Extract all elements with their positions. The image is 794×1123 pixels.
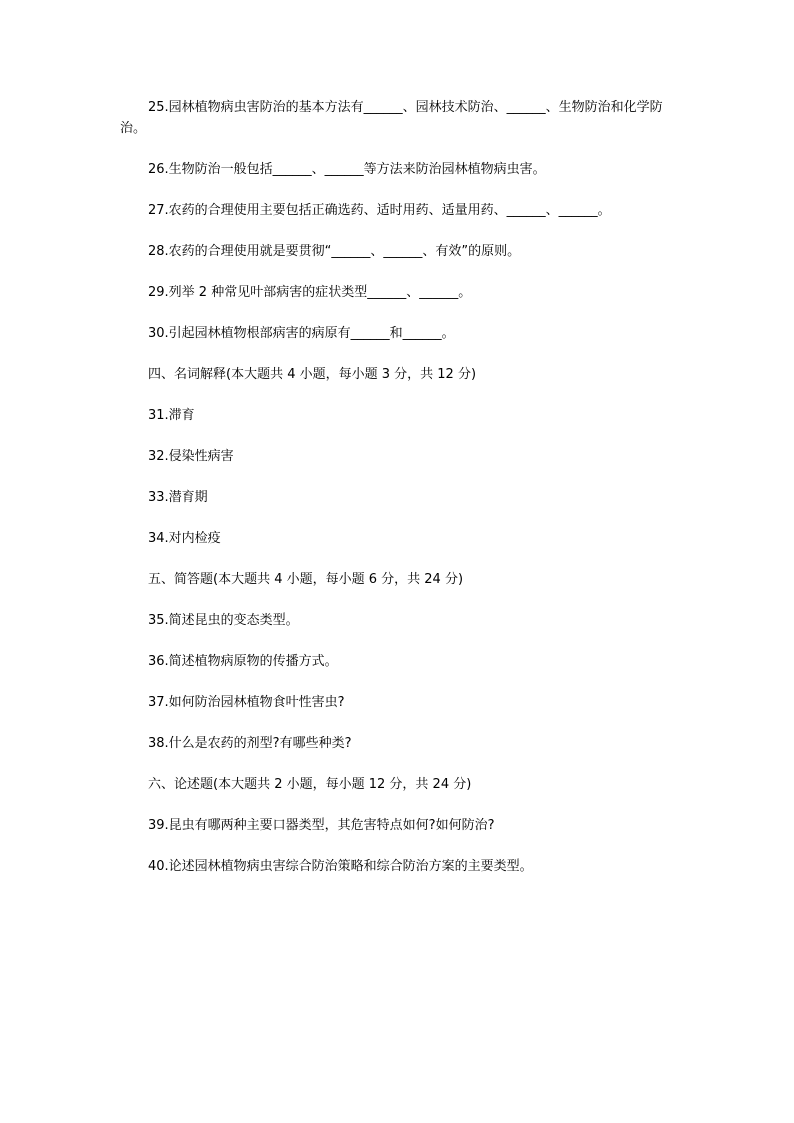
section-heading-6: 六、论述题(本大题共 2 小题，每小题 12 分，共 24 分) [148, 777, 472, 792]
question-28: 28.农药的合理使用就是要贯彻“______、______、有效”的原则。 [148, 244, 521, 259]
question-29: 29.列举 2 种常见叶部病害的症状类型______、______。 [148, 285, 472, 300]
question-32: 32.侵染性病害 [148, 449, 234, 464]
question-31: 31.滞育 [148, 408, 195, 423]
question-35: 35.简述昆虫的变态类型。 [148, 613, 299, 628]
section-heading-5: 五、简答题(本大题共 4 小题，每小题 6 分，共 24 分) [148, 572, 464, 587]
question-34: 34.对内检疫 [148, 531, 221, 546]
question-36: 36.简述植物病原物的传播方式。 [148, 654, 338, 669]
question-30: 30.引起园林植物根部病害的病原有______和______。 [148, 326, 455, 341]
question-40: 40.论述园林植物病虫害综合防治策略和综合防治方案的主要类型。 [148, 859, 533, 874]
question-38: 38.什么是农药的剂型?有哪些种类? [148, 736, 352, 751]
question-26: 26.生物防治一般包括______、______等方法来防治园林植物病虫害。 [148, 162, 546, 177]
question-27: 27.农药的合理使用主要包括正确选药、适时用药、适量用药、______、______。 [148, 203, 611, 218]
exam-content [120, 97, 680, 897]
question-39: 39.昆虫有哪两种主要口器类型，其危害特点如何?如何防治? [148, 818, 495, 833]
question-37: 37.如何防治园林植物食叶性害虫? [148, 695, 345, 710]
question-25: 25.园林植物病虫害防治的基本方法有______、园林技术防治、______、生物防治和化学防治。 [120, 100, 663, 136]
section-heading-4: 四、名词解释(本大题共 4 小题，每小题 3 分，共 12 分) [148, 367, 477, 382]
question-33: 33.潜育期 [148, 490, 208, 505]
